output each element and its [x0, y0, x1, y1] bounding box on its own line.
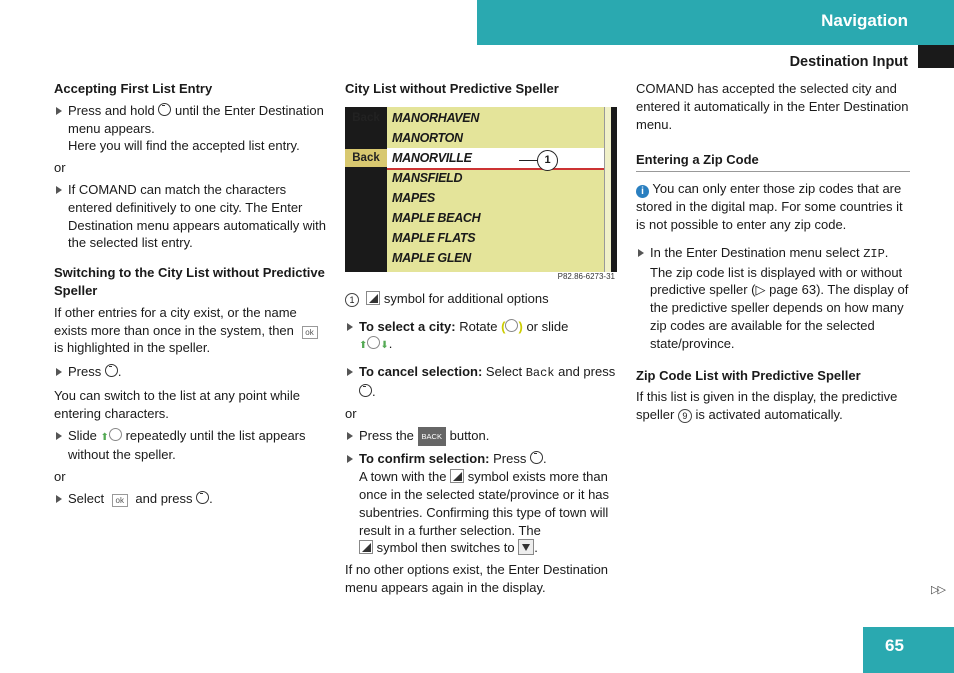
step-text: In the Enter Destination menu select [650, 244, 860, 260]
paragraph [54, 304, 326, 357]
additional-options-icon [359, 540, 373, 554]
ok-symbol-icon: ok [302, 326, 318, 339]
column-1 [54, 80, 326, 512]
info-note [636, 180, 910, 234]
step: To cancel selection: Select Back and press . [345, 363, 620, 401]
step-result: symbol exists more than once in the selected state/province or it has subentries. Confirming this type of town will result in a further selection. The [359, 469, 610, 538]
section-title: Destination Input [789, 54, 908, 70]
back-soft-key: Back [352, 111, 380, 124]
step-text: until the Enter Destination menu appears. [68, 102, 324, 136]
step-label: To confirm selection: [359, 451, 490, 467]
controller-icon [109, 428, 122, 441]
step-text: Press [493, 451, 527, 467]
down-arrow-icon [518, 539, 534, 555]
heading-city-list: City List without Predictive Speller [345, 81, 559, 96]
step [54, 427, 326, 465]
step: In the Enter Destination menu select ZIP. The zip code list is displayed with or without predictive speller (▷ page 63). The display of the predictive speller depends on how many zip codes are available for the selected state/province. [636, 244, 910, 353]
list-item: MANORVILLE [392, 150, 472, 165]
step-text: and press [135, 490, 193, 506]
step-text: button. [449, 427, 490, 443]
list-item: MAPLE FLATS [392, 230, 476, 245]
step-label: To select a city: [359, 318, 456, 334]
page-number: 65 [885, 636, 904, 655]
back-button-icon: BACK [418, 427, 446, 447]
menu-item-code: ZIP [863, 246, 885, 261]
info-text: You can only enter those zip codes that are stored in the digital map. For some countries it is not possible to enter any zip code. [636, 181, 903, 232]
display-screenshot [345, 107, 617, 281]
callout-line [519, 160, 537, 162]
step [54, 102, 326, 155]
paragraph-text: is activated automatically. [695, 407, 843, 423]
legend-text: symbol for additional options [383, 290, 549, 306]
page-number-box [863, 627, 954, 673]
list-item: MANORTON [392, 130, 463, 145]
thumb-tab [918, 45, 954, 68]
slide-up-icon: ⬆ [359, 340, 368, 352]
or-text: or [345, 405, 357, 421]
continued-icon: ▷▷ [931, 584, 944, 596]
list-item: MANORHAVEN [392, 110, 480, 125]
legend [345, 290, 620, 308]
list-item: MANSFIELD [392, 170, 463, 185]
paragraph: You can switch to the list at any point while entering characters. [54, 387, 300, 421]
legend-number: 1 [345, 293, 359, 307]
step-text: Select [485, 364, 523, 380]
menu-item-code: Back [525, 366, 555, 381]
step [345, 427, 620, 447]
controller-press-icon [530, 451, 543, 464]
step-result: symbol then switches to [376, 540, 515, 556]
figure-code: P82.86-6273-31 [557, 272, 615, 281]
list-item: MAPLE BEACH [392, 210, 481, 225]
rotate-right-icon: ) [518, 318, 523, 334]
controller-icon [367, 336, 380, 349]
step: If COMAND can match the characters entered definitively to one city. The Enter Destination menu appears automatically with the selected list entry. [54, 181, 326, 252]
paragraph-text: If this list is given in the display, the predictive speller [636, 389, 898, 423]
info-icon: i [636, 185, 649, 198]
controller-press-icon [359, 384, 372, 397]
ok-symbol-icon: ok [112, 494, 128, 507]
paragraph: COMAND has accepted the selected city and entered it automatically in the Enter Destination menu. [636, 81, 909, 132]
step-result: Here you will find the accepted list entry. [68, 138, 300, 154]
slide-down-icon: ⬇ [380, 340, 389, 352]
heading-entering-zip-code: Entering a Zip Code [636, 151, 910, 172]
controller-press-icon [196, 491, 209, 504]
step-text: or slide [526, 318, 569, 334]
city-list [387, 107, 611, 272]
step-result: A town with the [359, 469, 447, 485]
step: To select a city: Rotate ( ) or slide ⬆ ⬇. [345, 318, 620, 356]
additional-options-icon [450, 469, 464, 483]
paragraph: If no other options exist, the Enter Destination menu appears again in the display. [345, 562, 609, 595]
step-label: To cancel selection: [359, 364, 483, 380]
step: Select ok and press . [54, 490, 326, 508]
slide-up-icon: ⬆ [100, 431, 109, 443]
step-text: Press the [359, 427, 414, 443]
step-text: Slide [68, 427, 97, 443]
paragraph-text: If other entries for a city exist, or the name exists more than once in the system, then [54, 304, 297, 338]
paragraph-text: is highlighted in the speller. [54, 340, 211, 356]
controller-press-icon [105, 364, 118, 377]
or-text: or [54, 160, 66, 176]
step-text: Press [68, 364, 102, 380]
step-text: repeatedly until the list appears without the speller. [68, 427, 306, 463]
step-text: Select [68, 490, 105, 506]
step: To confirm selection: Press . A town with the symbol exists more than once in the selected state/province or it has subentries. Confirming this type of town will result in a further selection. The symbol then switches to . [345, 450, 620, 557]
step-result: The zip code list is displayed with or without predictive speller (▷ page 63). The display of the predictive speller depends on how many zip codes are available for the selected state/province. [650, 264, 909, 351]
chapter-header [477, 0, 954, 45]
heading-accepting-first-list-entry: Accepting First List Entry [54, 81, 213, 96]
list-item: MAPES [392, 190, 435, 205]
controller-icon [505, 319, 518, 332]
step: Press . [54, 363, 326, 381]
rotate-left-icon: ( [501, 318, 506, 334]
callout-number: 9 [678, 409, 692, 423]
or-text: or [54, 469, 66, 485]
additional-options-icon [366, 291, 380, 305]
step-text: Rotate [459, 318, 498, 334]
scrollbar [604, 107, 611, 272]
paragraph [636, 388, 910, 424]
list-item: MAPLE GLEN [392, 250, 471, 265]
step-text: and press [558, 364, 616, 380]
callout-marker: 1 [537, 150, 558, 171]
heading-switching-city-list: Switching to the City List without Predictive Speller [54, 265, 325, 298]
step-text: Press and hold [68, 102, 155, 118]
heading-zip-code-list: Zip Code List with Predictive Speller [636, 367, 861, 383]
column-3 [636, 80, 910, 428]
column-2 [345, 80, 620, 601]
chapter-title: Navigation [821, 11, 908, 30]
back-soft-key: Back [345, 149, 387, 167]
controller-press-icon [158, 103, 171, 116]
